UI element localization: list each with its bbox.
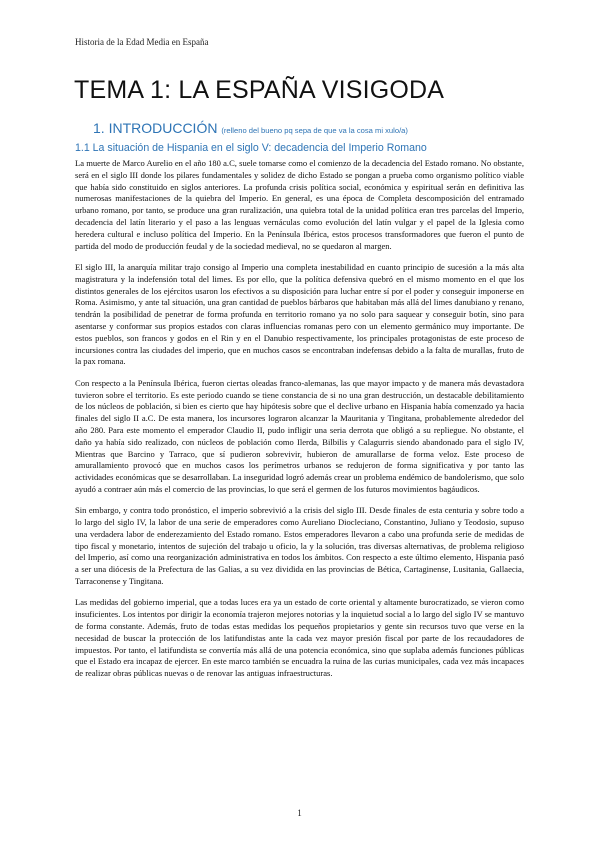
paragraph-5: Las medidas del gobierno imperial, que a todas luces era ya un estado de corte oriental y altamente burocratizado, se vieron como insuficientes. Los intentos por dirigir la economía trajeron mejores notorias y la inquietud social a lo largo del siglo IV se mantuvo de forma constante. Además, fruto de todas estas medidas los pequeños propietarios y gente sin recursos tuvo que verse en la necesidad de buscar la protección de los latifundistas ante la cada vez mayor presión fiscal por parte de los recaudadores de impuestos. Por tanto, el latifundista se convertía más allá de una potencia económica, sino que suplaba además funciones públicas que el Estado era incapaz de ejercer. En este marco también se encuadra la ruina de las curias municipales, cada vez más incapaces de realizar obras públicas nuevas o de renovar las antiguas infraestructuras. [75, 597, 524, 679]
paragraph-1: La muerte de Marco Aurelio en el año 180 a.C, suele tomarse como el comienzo de la decadencia del Estado romano. No obstante, será en el siglo III donde los pilares fundamentales y solidez de dicho Estado se pongan a prueba como organismo político viable que había sido constituido en siglos anteriores. La profunda crisis política social, económica y espiritual serán en definitiva las numerosas manifestaciones de la quiebra del Imperio. En general, es una época de Completa descomposición del entramado urbano romano, por tanto, se produce una gran ruralización, una quiebra total de la unidad política eran tres parcelas del Imperio, decadencia del latín literario y el paso a las lenguas vernáculas como evolución del latín vulgar y el papel de la Iglesia como heredera cultural e incluso política del Imperio. En la Península Ibérica, estos procesos transformadores que fueron el punto de partida del modo de producción feudal y de la sociedad medieval, no se quedaron al margen. [75, 158, 524, 251]
paragraph-3: Con respecto a la Península Ibérica, fueron ciertas oleadas franco-alemanas, las que mayor impacto y de manera más devastadora tuvieron sobre el territorio. Es este periodo cuando se tiene constancia de si no una gran destrucción, un destacable debilitamiento de los núcleos de población, si bien es cierto que hay hipótesis sobre que el declive urbano en Hispania había comenzado ya hacia finales del siglo II a.C. De esta manera, los incursores lograron alcanzar la Mauritania y Tingitana, probablemente alrededor del año 280. Para este momento el emperador Claudio II, pudo infligir una seria derrota que obligó a su repliegue. No obstante, el daño ya había sido realizado, con núcleos de población como Ilerda, Bilbilis y Calagurris siendo abandonado para el siglo IV, Mientras que Barcino y Tarraco, que sí pudieron sobrevivir, hubieron de amurallarse de forma veloz. Este proceso de amurallamiento provocó que en muchos casos los perímetros urbanos se redujeron de forma significativa y por tanto las actividades económicas que se desarrollaban. La inseguridad logró además crear un problema endémico de bandolerismo, que solo ayudó a contraer aún más el comercio de las provincias, lo que será el germen de los futuros movimientos bagáudicos. [75, 377, 524, 494]
running-header: Historia de la Edad Media en España [75, 37, 209, 47]
section-heading-text: 1. INTRODUCCIÓN [93, 120, 218, 136]
subsection-heading: 1.1 La situación de Hispania en el siglo V: decadencia del Imperio Romano [75, 142, 427, 154]
paragraph-2: El siglo III, la anarquía militar trajo consigo al Imperio una completa inestabilidad en cuanto principio de sucesión a la más alta magistratura y la indefensión total del limes. Es por ello, que la política defensiva quebró en el mismo momento en el que los distintos generales de los ejércitos usaron los efectivos a su disposición para luchar entre sí por el poder y conseguir imponerse en Roma. Asimismo, y ante tal situación, una gran cantidad de pueblos bárbaros que habitaban más allá del limes danubiano y renano, tendrán la posibilidad de penetrar de forma profunda en territorio romano ya no solo para saquear y conseguir botín, sino para asentarse y conformar sus propios estados con claras influencias romanas pero con un elemento germánico muy importante. De estos pueblos, son francos y godos en el Rin y en el Danubio respectivamente, los principales protagonistas de este proceso de incursiones contra las ciudades del imperio, que en muchos casos se encontraban indefensas debido a la falta de murallas, fruto de la pax romana. [75, 261, 524, 367]
section-heading [93, 120, 408, 136]
paragraph-4: Sin embargo, y contra todo pronóstico, el imperio sobrevivió a la crisis del siglo III. Desde finales de esta centuria y sobre todo a lo largo del siglo IV, la labor de una serie de emperadores como Aureliano Diocleciano, Constantino, Juliano y Teodosio, supuso una verdadera labor de enderezamiento del Estado romano. Estos emperadores llevaron a cabo una profunda serie de medidas de tipo fiscal y monetario, intentos de sujeción del trabajo u oficio, la y la solución, tras diversas alternativas, de problema religioso del Imperio, así como una reorganización administrativa en todos los ámbitos. Con respecto a este último elemento, Hispania pasó a ser una diócesis de la Prefectura de las Galias, a su vez dividida en las provincias de Bética, Cartaginense, Lusitania, Gallaecia, Tarraconense y Tingitana. [75, 505, 524, 587]
section-heading-note: (relleno del bueno pq sepa de que va la cosa mi xulo/a) [221, 126, 408, 135]
page-number: 1 [297, 808, 302, 818]
document-title: TEMA 1: LA ESPAÑA VISIGODA [74, 76, 445, 104]
body-text [75, 158, 524, 690]
